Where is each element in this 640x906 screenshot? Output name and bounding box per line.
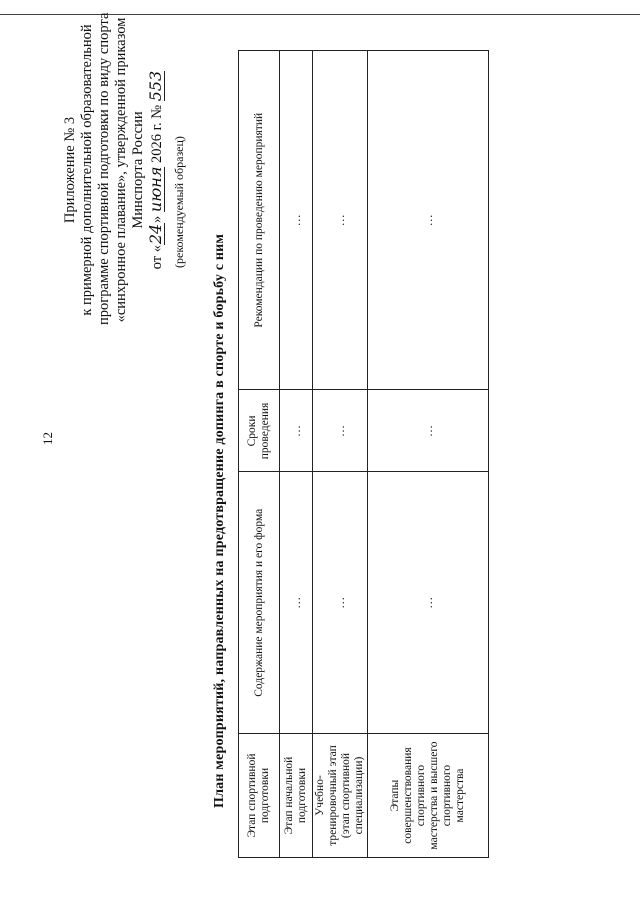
- cell-recommendations: …: [313, 51, 368, 390]
- cell-recommendations: …: [280, 51, 313, 390]
- date-mid: »: [149, 215, 165, 223]
- cell-content: …: [368, 472, 489, 734]
- table-row: [280, 51, 313, 858]
- table-row: [313, 51, 368, 858]
- plan-table-container: [238, 50, 486, 858]
- table-row: [368, 51, 489, 858]
- sample-note: (рекомендуемый образец): [172, 136, 186, 268]
- header-cell-stage: Этап спортивной подготовки: [239, 734, 280, 858]
- order-date-line: [147, 15, 166, 325]
- cell-stage: Этапы совершенствования спортивного мастерства и высшего спортивного мастерства: [368, 734, 489, 858]
- header-line-3: программе спортивной подготовки по виду спорта: [96, 12, 112, 325]
- cell-content: …: [280, 472, 313, 734]
- cell-stage: Учебно-тренировочный этап (этап спортивной специализации): [313, 734, 368, 858]
- table-header-row: [239, 51, 280, 858]
- header-cell-timing: Сроки проведения: [239, 390, 280, 472]
- cell-stage: Этап начальной подготовки: [280, 734, 313, 858]
- cell-recommendations: …: [368, 51, 489, 390]
- header-line-4: «синхронное плавание», утвержденной приказом: [113, 17, 129, 323]
- plan-table: [238, 50, 489, 858]
- handwritten-day: 24: [146, 223, 165, 245]
- appendix-header: [62, 12, 166, 325]
- handwritten-order-number: 553: [146, 70, 165, 102]
- header-cell-content: Содержание мероприятия и его форма: [239, 472, 280, 734]
- handwritten-month: июня: [146, 166, 165, 213]
- header-line-2: к примерной дополнительной образовательной: [79, 24, 95, 316]
- header-cell-recommendations: Рекомендации по проведению мероприятий: [239, 51, 280, 390]
- cell-timing: …: [280, 390, 313, 472]
- date-year: 2026 г. №: [149, 104, 165, 163]
- page-number: 12: [40, 432, 55, 445]
- header-line-5: Минспорта России: [130, 111, 146, 229]
- cell-timing: …: [368, 390, 489, 472]
- cell-timing: …: [313, 390, 368, 472]
- date-prefix: от «: [149, 244, 165, 270]
- document-title: План мероприятий, направленных на предотвращение допинга в спорте и борьбу с ним: [212, 233, 227, 808]
- cell-content: …: [313, 472, 368, 734]
- header-line-1: Приложение № 3: [62, 116, 78, 224]
